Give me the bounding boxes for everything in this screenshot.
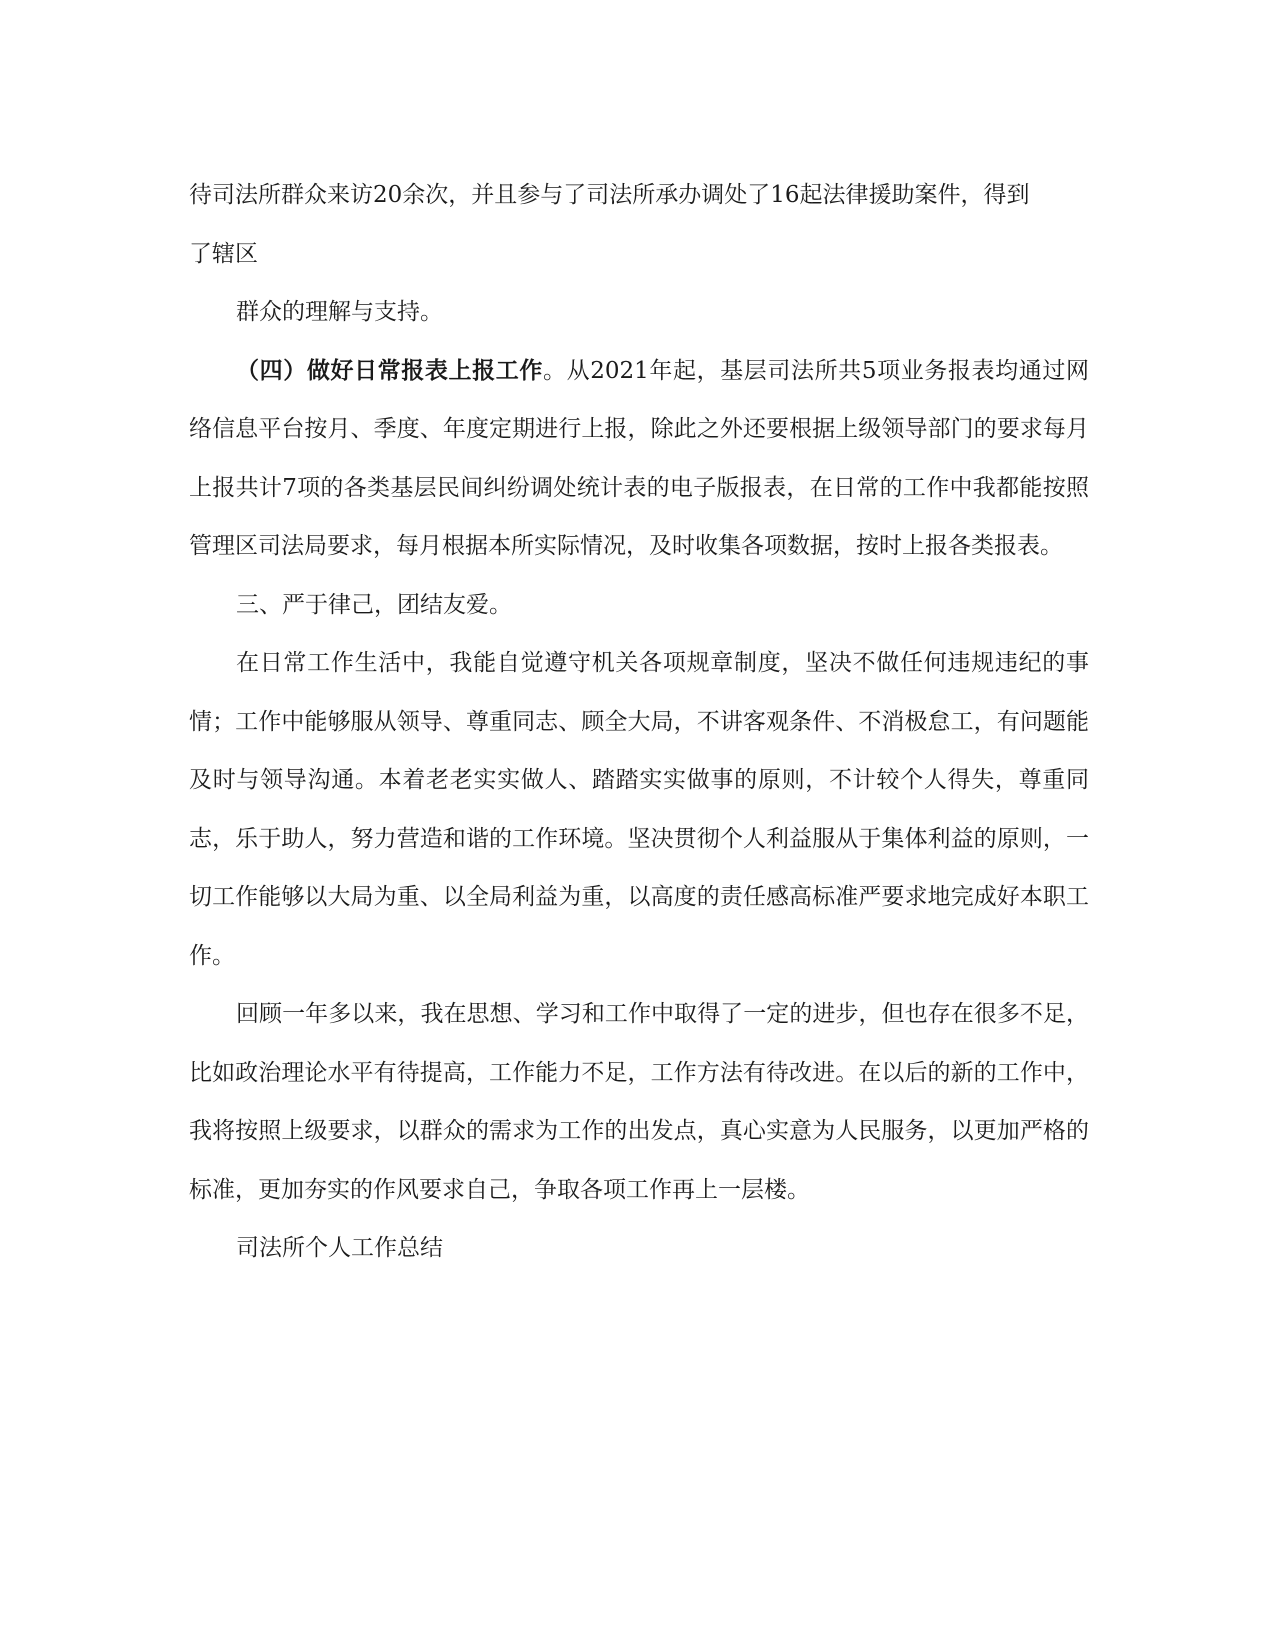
section-heading-four: （四）做好日常报表上报工作: [236, 356, 543, 384]
paragraph-reports: [189, 342, 1089, 576]
paragraph-discipline: 在日常工作生活中，我能自觉遵守机关各项规章制度，坚决不做任何违规违纪的事情；工作中能够服从领导、尊重同志、顾全大局，不讲客观条件、不消极怠工，有问题能及时与领导沟通。本着老老实实做人、踏踏实实做事的原则，不计较个人得失，尊重同志，乐于助人，努力营造和谐的工作环境。坚决贯彻个人利益服从于集体利益的原则，一切工作能够以大局为重、以全局利益为重，以高度的责任感高标准严要求地完成好本职工作。: [189, 650, 1089, 969]
paragraph-continuation-tail: 了辖区: [189, 240, 258, 267]
section-heading-three: 三、严于律己，团结友爱。: [236, 591, 512, 618]
document-title-footer: 司法所个人工作总结: [236, 1235, 443, 1261]
paragraph-review: 回顾一年多以来，我在思想、学习和工作中取得了一定的进步，但也存在很多不足，比如政治理论水平有待提高，工作能力不足，工作方法有待改进。在以后的新的工作中，我将按照上级要求，以群众的需求为工作的出发点，真心实意为人民服务，以更加严格的标准，更加夯实的作风要求自己，争取各项工作再上一层楼。: [189, 1001, 1089, 1203]
paragraph-support: 群众的理解与支持。: [236, 299, 443, 325]
paragraph-continuation: 待司法所群众来访20余次，并且参与了司法所承办调处了16起法律援助案件，得到: [189, 182, 1030, 208]
document-body: [189, 166, 1089, 1278]
paragraph-reports-body: 。从2021年起，基层司法所共5项业务报表均通过网络信息平台按月、季度、年度定期进行上报，除此之外还要根据上级领导部门的要求每月上报共计7项的各类基层民间纠纷调处统计表的电子版报表，在日常的工作中我都能按照管理区司法局要求，每月根据本所实际情况，及时收集各项数据，按时上报各类报表。: [189, 357, 1089, 559]
